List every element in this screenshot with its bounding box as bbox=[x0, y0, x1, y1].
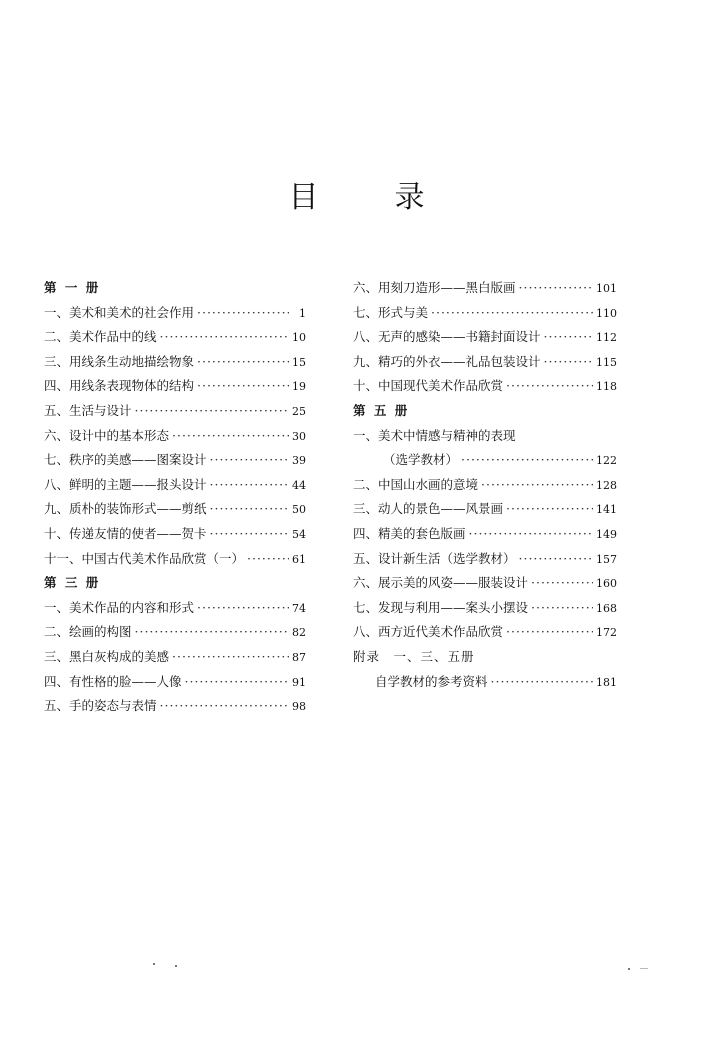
toc-page-number: 101 bbox=[596, 282, 617, 295]
toc-entry-title: 三、黑白灰构成的美感 bbox=[44, 648, 170, 664]
dot-leader bbox=[135, 620, 289, 645]
toc-entry-title: 一、美术和美术的社会作用 bbox=[44, 304, 195, 320]
toc-page-number: 168 bbox=[596, 601, 617, 615]
toc-entry-title: 六、用刻刀造形——黑白版画 bbox=[353, 280, 516, 295]
toc-entry bbox=[44, 473, 306, 498]
dot-leader bbox=[469, 522, 593, 547]
toc-entry bbox=[44, 374, 306, 399]
toc-entry bbox=[353, 448, 617, 473]
toc-entry-title: 七、秩序的美感——图案设计 bbox=[44, 452, 207, 468]
toc-page-number: 19 bbox=[292, 380, 306, 394]
toc-page-number: 50 bbox=[292, 503, 306, 517]
toc-entry bbox=[353, 547, 617, 572]
toc-page-number: 91 bbox=[292, 675, 306, 689]
dot-leader bbox=[185, 670, 289, 695]
dot-leader bbox=[210, 473, 289, 498]
toc-entry-title: 二、美术作品中的线 bbox=[44, 329, 157, 345]
toc-page-number: 39 bbox=[292, 454, 306, 468]
toc-entry-title: 八、西方近代美术作品欣赏 bbox=[353, 624, 504, 640]
dot-leader bbox=[461, 448, 593, 473]
toc-section-heading bbox=[44, 571, 306, 596]
toc-entry bbox=[353, 350, 617, 375]
toc-page-number: 44 bbox=[292, 478, 306, 492]
toc-entry bbox=[353, 522, 617, 547]
toc-page-number: 74 bbox=[292, 601, 306, 615]
toc-page-number: 172 bbox=[596, 626, 617, 640]
toc-entry-title: 十、传递友情的使者——贺卡 bbox=[44, 525, 207, 541]
toc-entry bbox=[44, 350, 306, 375]
dot-leader bbox=[531, 596, 593, 621]
toc-page-number: 141 bbox=[596, 503, 617, 517]
toc-entry bbox=[44, 448, 306, 473]
toc-page-number: 149 bbox=[596, 527, 617, 541]
toc-entry-title: 第 五 册 bbox=[353, 402, 410, 418]
toc-entry-title: 附录 一、三、五册 bbox=[353, 648, 475, 664]
scan-speck bbox=[153, 963, 155, 965]
dot-leader bbox=[506, 374, 593, 399]
toc-entry bbox=[44, 522, 306, 547]
toc-page-number: 181 bbox=[596, 675, 617, 689]
toc-entry-title: 三、用线条生动地描绘物象 bbox=[44, 353, 195, 369]
scan-speck bbox=[640, 968, 648, 969]
dot-leader bbox=[431, 301, 593, 326]
dot-leader bbox=[519, 276, 593, 301]
toc-entry bbox=[44, 547, 306, 572]
toc-entry-title: 第 三 册 bbox=[44, 575, 101, 591]
dot-leader bbox=[481, 473, 593, 498]
dot-leader bbox=[197, 301, 289, 326]
dot-leader bbox=[544, 350, 593, 375]
dot-leader bbox=[247, 547, 289, 572]
toc-entry bbox=[44, 670, 306, 695]
toc-page-number: 87 bbox=[292, 650, 306, 664]
toc-entry-title: 四、有性格的脸——人像 bbox=[44, 673, 182, 689]
toc-page-number: 112 bbox=[596, 331, 617, 345]
toc-entry-title: 十、中国现代美术作品欣赏 bbox=[353, 378, 504, 394]
toc-page-number: 15 bbox=[292, 355, 306, 369]
toc-entry bbox=[44, 497, 306, 522]
toc-entry-title: 自学教材的参考资料 bbox=[375, 673, 488, 689]
toc-entry-title: 八、鲜明的主题——报头设计 bbox=[44, 476, 207, 492]
toc-entry bbox=[44, 645, 306, 670]
toc-entry bbox=[353, 571, 617, 596]
toc-entry-title: 第 一 册 bbox=[44, 280, 101, 295]
toc-entry bbox=[353, 301, 617, 326]
toc-entry-title: 五、设计新生活（选学教材） bbox=[353, 550, 516, 566]
toc-right-column bbox=[353, 276, 617, 694]
toc-entry-title: 十一、中国古代美术作品欣赏（一） bbox=[44, 550, 245, 566]
toc-page-number: 110 bbox=[596, 306, 617, 320]
title-char-1: 目 bbox=[288, 180, 319, 215]
dot-leader bbox=[210, 448, 289, 473]
dot-leader bbox=[160, 694, 289, 719]
toc-entry bbox=[353, 424, 617, 449]
toc-entry-title: 五、生活与设计 bbox=[44, 402, 132, 418]
dot-leader bbox=[210, 522, 289, 547]
toc-entry bbox=[44, 399, 306, 424]
toc-entry bbox=[353, 325, 617, 350]
toc-entry bbox=[353, 620, 617, 645]
toc-entry bbox=[353, 497, 617, 522]
toc-entry bbox=[44, 325, 306, 350]
toc-entry bbox=[353, 276, 617, 301]
toc-left-column bbox=[44, 276, 306, 719]
toc-entry bbox=[44, 694, 306, 719]
toc-page-number: 30 bbox=[292, 429, 306, 443]
toc-entry-title: 七、发现与利用——案头小摆设 bbox=[353, 599, 529, 615]
toc-entry-title: 三、动人的景色——风景画 bbox=[353, 501, 504, 517]
toc-entry bbox=[44, 301, 306, 326]
toc-entry bbox=[353, 473, 617, 498]
toc-entry-title: 七、形式与美 bbox=[353, 304, 429, 320]
toc-page-number: 98 bbox=[292, 700, 306, 714]
page-title bbox=[0, 172, 713, 216]
toc-page-number: 54 bbox=[292, 527, 306, 541]
dot-leader bbox=[172, 424, 289, 449]
toc-entry-title: 二、绘画的构图 bbox=[44, 624, 132, 640]
dot-leader bbox=[160, 325, 289, 350]
dot-leader bbox=[506, 497, 593, 522]
toc-entry-title: 一、美术中情感与精神的表现 bbox=[353, 427, 516, 443]
toc-entry bbox=[44, 424, 306, 449]
toc-entry-title: 六、设计中的基本形态 bbox=[44, 427, 170, 443]
toc-entry bbox=[353, 670, 617, 695]
toc-page-number: 61 bbox=[292, 552, 306, 566]
toc-section-heading bbox=[353, 399, 617, 424]
dot-leader bbox=[172, 645, 289, 670]
toc-entry-title: 四、精美的套色版画 bbox=[353, 525, 466, 541]
toc-page-number: 157 bbox=[596, 552, 617, 566]
toc-page-number: 25 bbox=[292, 404, 306, 418]
scan-speck bbox=[628, 968, 630, 970]
dot-leader bbox=[531, 571, 593, 596]
toc-entry-title: （选学教材） bbox=[383, 452, 459, 468]
toc-entry bbox=[44, 596, 306, 621]
toc-entry bbox=[353, 645, 617, 670]
dot-leader bbox=[506, 620, 593, 645]
dot-leader bbox=[491, 670, 593, 695]
dot-leader bbox=[210, 497, 289, 522]
toc-page-number: 1 bbox=[299, 306, 306, 320]
dot-leader bbox=[544, 325, 593, 350]
toc-page-number: 10 bbox=[292, 331, 306, 345]
toc-page-number: 118 bbox=[596, 380, 617, 394]
toc-page-number: 128 bbox=[596, 478, 617, 492]
dot-leader bbox=[135, 399, 289, 424]
toc-page-number: 82 bbox=[292, 626, 306, 640]
dot-leader bbox=[519, 547, 593, 572]
toc-entry-title: 二、中国山水画的意境 bbox=[353, 476, 479, 492]
toc-entry-title: 九、质朴的装饰形式——剪纸 bbox=[44, 501, 207, 517]
toc-entry bbox=[353, 374, 617, 399]
toc-section-heading bbox=[44, 276, 306, 301]
toc-entry-title: 六、展示美的风姿——服装设计 bbox=[353, 575, 529, 591]
scan-speck bbox=[175, 965, 177, 967]
dot-leader bbox=[197, 596, 289, 621]
toc-page-number: 160 bbox=[596, 577, 617, 591]
title-char-2: 录 bbox=[394, 180, 425, 215]
toc-page-number: 115 bbox=[596, 355, 617, 369]
toc-entry-title: 一、美术作品的内容和形式 bbox=[44, 599, 195, 615]
toc-page-number: 122 bbox=[596, 454, 617, 468]
toc-entry-title: 四、用线条表现物体的结构 bbox=[44, 378, 195, 394]
toc-entry-title: 五、手的姿态与表情 bbox=[44, 698, 157, 714]
toc-entry bbox=[353, 596, 617, 621]
toc-entry-title: 八、无声的感染——书籍封面设计 bbox=[353, 329, 541, 345]
dot-leader bbox=[197, 350, 289, 375]
dot-leader bbox=[197, 374, 289, 399]
toc-entry-title: 九、精巧的外衣——礼品包装设计 bbox=[353, 353, 541, 369]
toc-entry bbox=[44, 620, 306, 645]
